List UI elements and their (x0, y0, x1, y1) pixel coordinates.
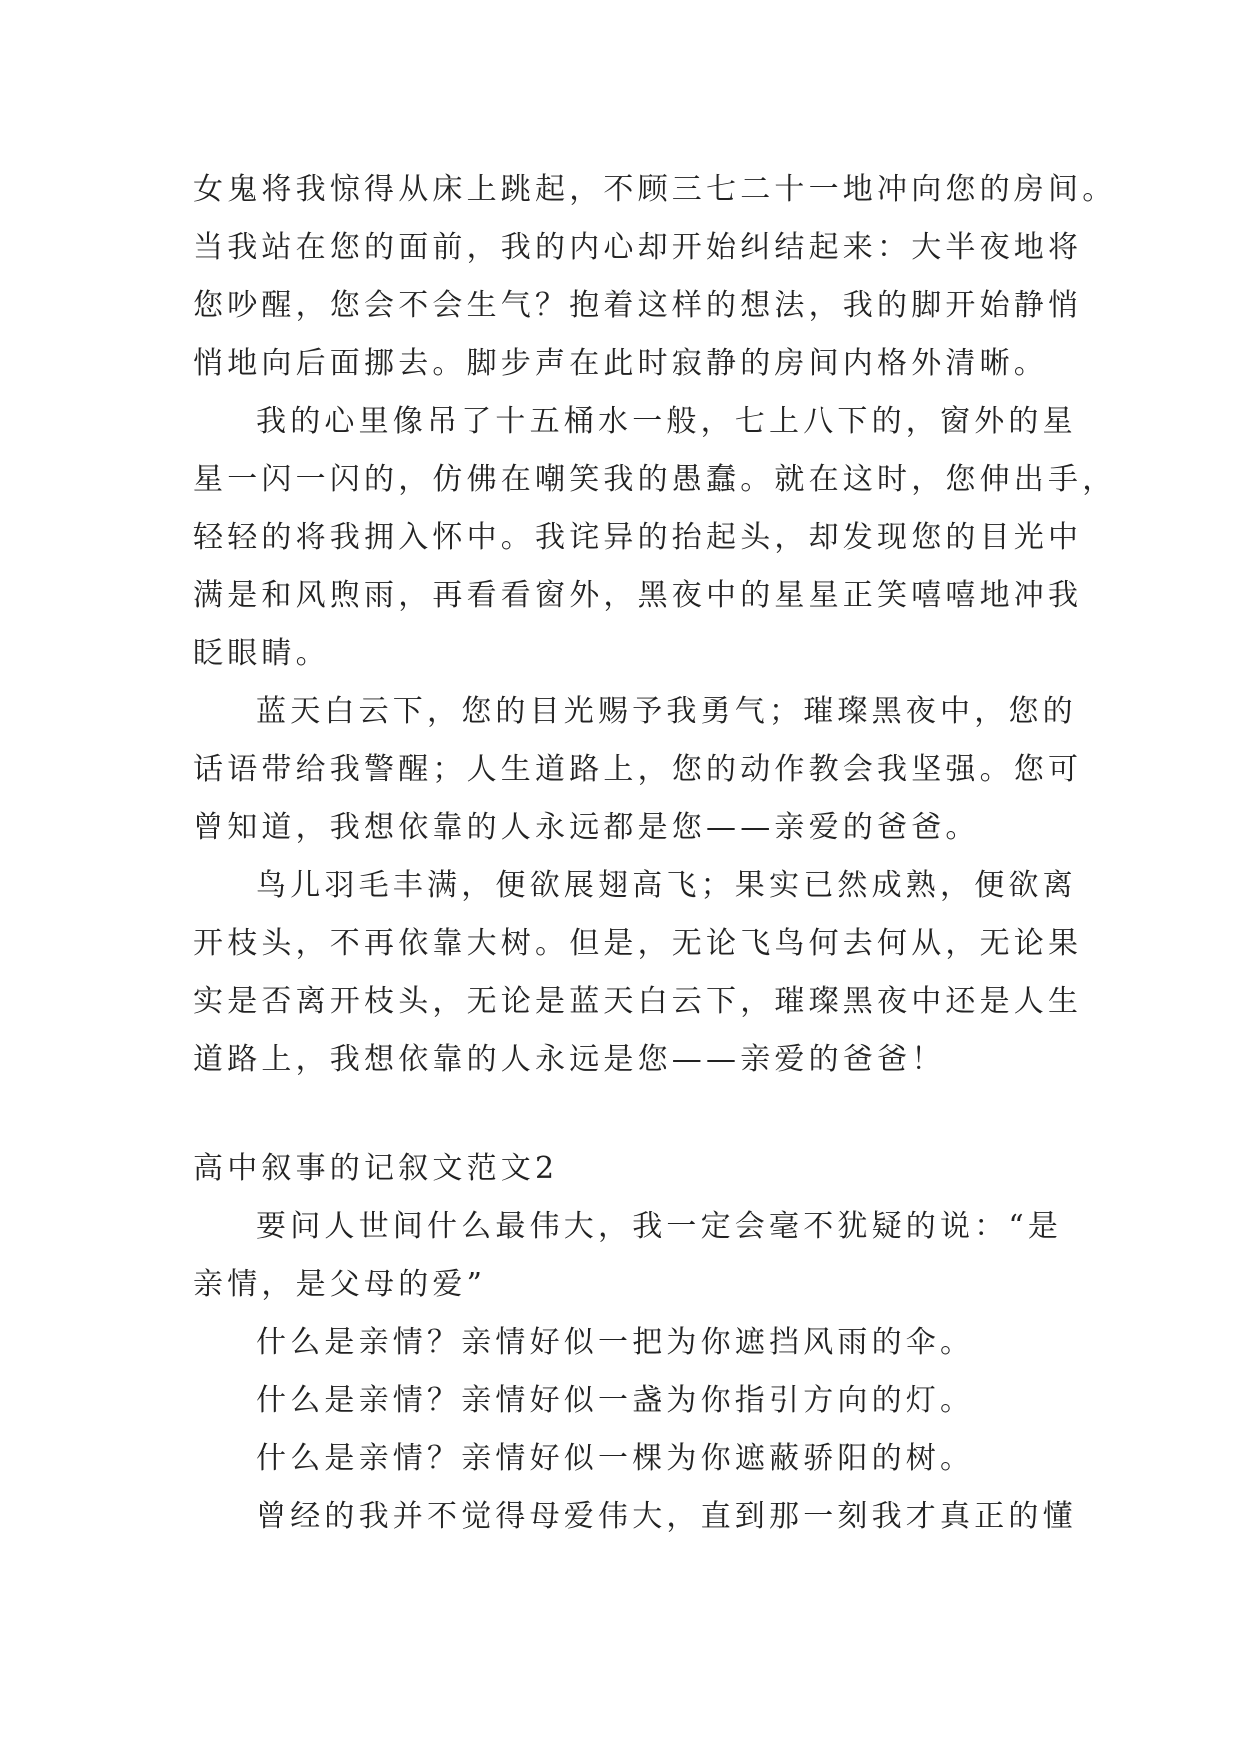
text-line: 曾知道，我想依靠的人永远都是您——亲爱的爸爸。 (193, 810, 980, 845)
text-line: 您吵醒，您会不会生气？抱着这样的想法，我的脚开始静悄 (193, 288, 1083, 323)
text-line: 道路上，我想依靠的人永远是您——亲爱的爸爸！ (193, 1042, 946, 1077)
text-line: 轻轻的将我拥入怀中。我诧异的抬起头，却发现您的目光中 (193, 520, 1083, 555)
text-line: 眨眼睛。 (193, 636, 330, 671)
paragraph-start-line: 什么是亲情？亲情好似一把为你遮挡风雨的伞。 (256, 1325, 975, 1360)
text-line: 亲情，是父母的爱” (193, 1267, 487, 1302)
paragraph-start-line: 曾经的我并不觉得母爱伟大，直到那一刻我才真正的懂 (256, 1499, 1077, 1534)
text-line: 女鬼将我惊得从床上跳起，不顾三七二十一地冲向您的房间。 (193, 172, 1117, 207)
paragraph-start-line: 什么是亲情？亲情好似一盏为你指引方向的灯。 (256, 1383, 975, 1418)
text-line: 满是和风煦雨，再看看窗外，黑夜中的星星正笑嘻嘻地冲我 (193, 578, 1083, 613)
paragraph-start-line: 鸟儿羽毛丰满，便欲展翅高飞；果实已然成熟，便欲离 (256, 868, 1077, 903)
paragraph-start-line: 什么是亲情？亲情好似一棵为你遮蔽骄阳的树。 (256, 1441, 975, 1476)
text-line: 实是否离开枝头，无论是蓝天白云下，璀璨黑夜中还是人生 (193, 984, 1083, 1019)
text-line: 话语带给我警醒；人生道路上，您的动作教会我坚强。您可 (193, 752, 1083, 787)
paragraph-start-line: 我的心里像吊了十五桶水一般，七上八下的，窗外的星 (256, 404, 1077, 439)
section-heading: 高中叙事的记叙文范文2 (193, 1151, 559, 1186)
paragraph-start-line: 要问人世间什么最伟大，我一定会毫不犹疑的说：“是 (256, 1209, 1063, 1244)
paragraph-start-line: 蓝天白云下，您的目光赐予我勇气；璀璨黑夜中，您的 (256, 694, 1077, 729)
text-line: 当我站在您的面前，我的内心却开始纠结起来：大半夜地将 (193, 230, 1083, 265)
text-line: 开枝头，不再依靠大树。但是，无论飞鸟何去何从，无论果 (193, 926, 1083, 961)
text-line: 悄地向后面挪去。脚步声在此时寂静的房间内格外清晰。 (193, 346, 1048, 381)
text-line: 星一闪一闪的，仿佛在嘲笑我的愚蠢。就在这时，您伸出手， (193, 462, 1117, 497)
